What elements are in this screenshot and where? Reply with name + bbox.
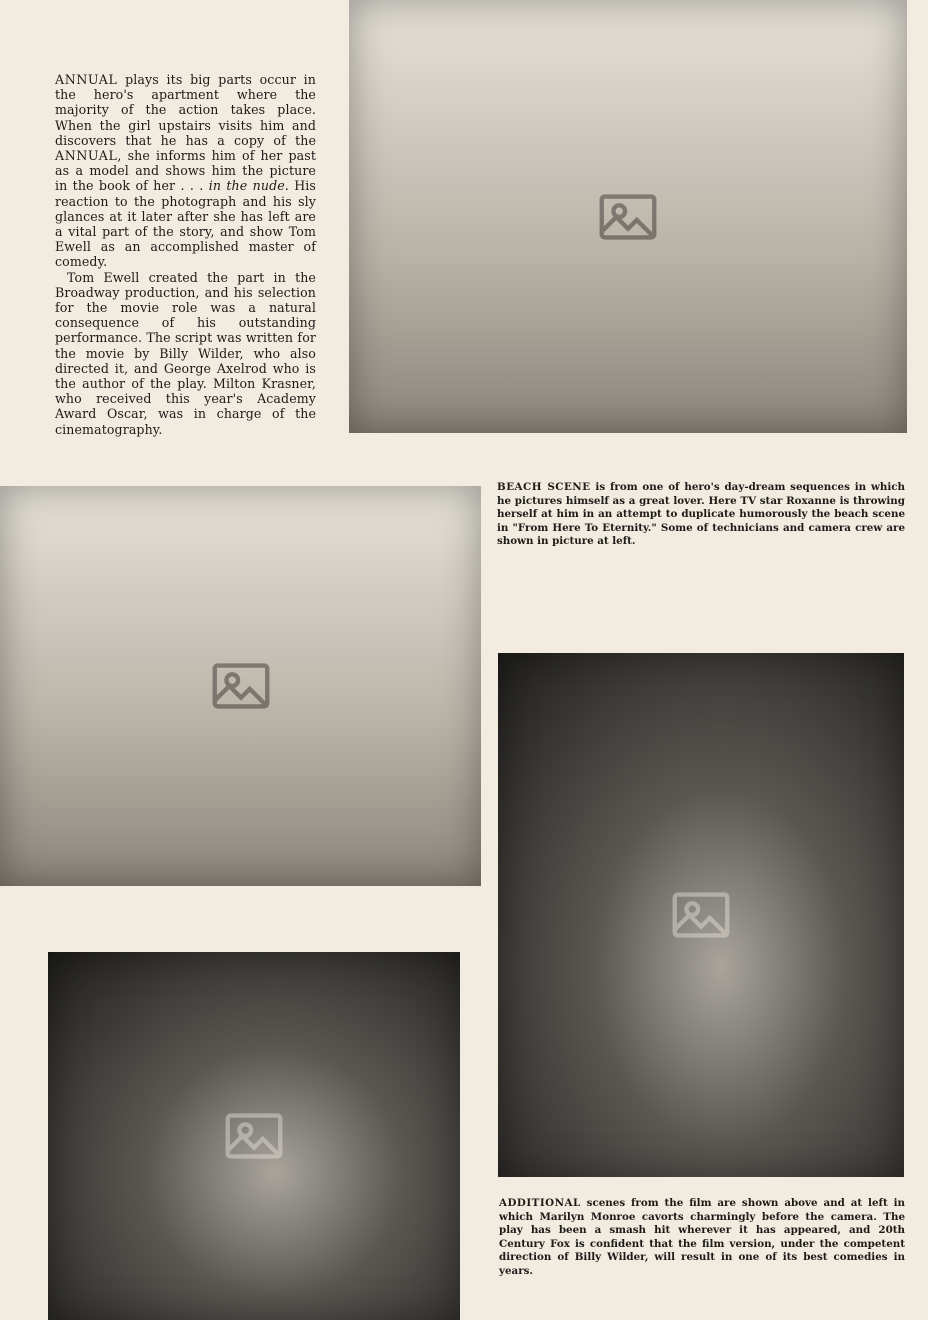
caption-text: is from one of hero's day-dream sequences in which he pictures himself as a great lover. Here TV star Roxanne is throwing herself at him in an attempt to duplicate humorously the beach scene in "From Here To Eternity." Some of technicians and camera crew are shown in picture at left. (497, 481, 905, 548)
annual-word: ANNUAL (55, 72, 118, 87)
photo-icon (206, 651, 276, 721)
article-paragraph-1 (55, 72, 316, 270)
caption-text: scenes from the film are shown above and at left in which Marilyn Monroe cavorts charmingly before the camera. The play has been a smash hit wherever it has appeared, and 20th Century Fox is confident that the film version, under the competent direction of Billy Wilder, will result in one of its best comedies in years. (499, 1197, 905, 1277)
photo-window-scene (498, 653, 904, 1177)
text-run: His reaction to the photograph and his sly glances at it later after she has left are a vital part of the story, and show Tom Ewell as an accomplished master of comedy. (55, 178, 316, 270)
photo-icon (593, 182, 663, 252)
annual-word: ANNUAL (55, 148, 118, 164)
photo-film-crew-beach (0, 486, 481, 886)
article-text (55, 72, 316, 437)
text-run: plays its big parts occur in the hero's apartment where the majority of the action takes place. When the girl upstairs visits him and discovers that he has a copy of the (55, 72, 316, 148)
beach-scene-caption (497, 481, 905, 549)
caption-lead: BEACH SCENE (497, 481, 591, 493)
photo-icon (219, 1101, 289, 1171)
text-run: , she informs him of her past as a model and shows him the picture in the book of her . . . (55, 148, 316, 194)
caption-lead: ADDITIONAL (499, 1197, 581, 1209)
additional-caption (499, 1197, 905, 1279)
article-paragraph-2: Tom Ewell created the part in the Broadway production, and his selection for the movie role was a natural consequence of his outstanding performance. The script was written for the movie by Billy Wilder, who also directed it, and George Axelrod who is the author of the play. Milton Krasner, who received this year's Academy Award Oscar, was in charge of the cinematography. (55, 269, 316, 437)
photo-icon (666, 880, 736, 950)
photo-living-room-scene (48, 952, 460, 1320)
italic-phrase: in the nude. (208, 178, 289, 194)
photo-beach-embrace (349, 0, 907, 433)
